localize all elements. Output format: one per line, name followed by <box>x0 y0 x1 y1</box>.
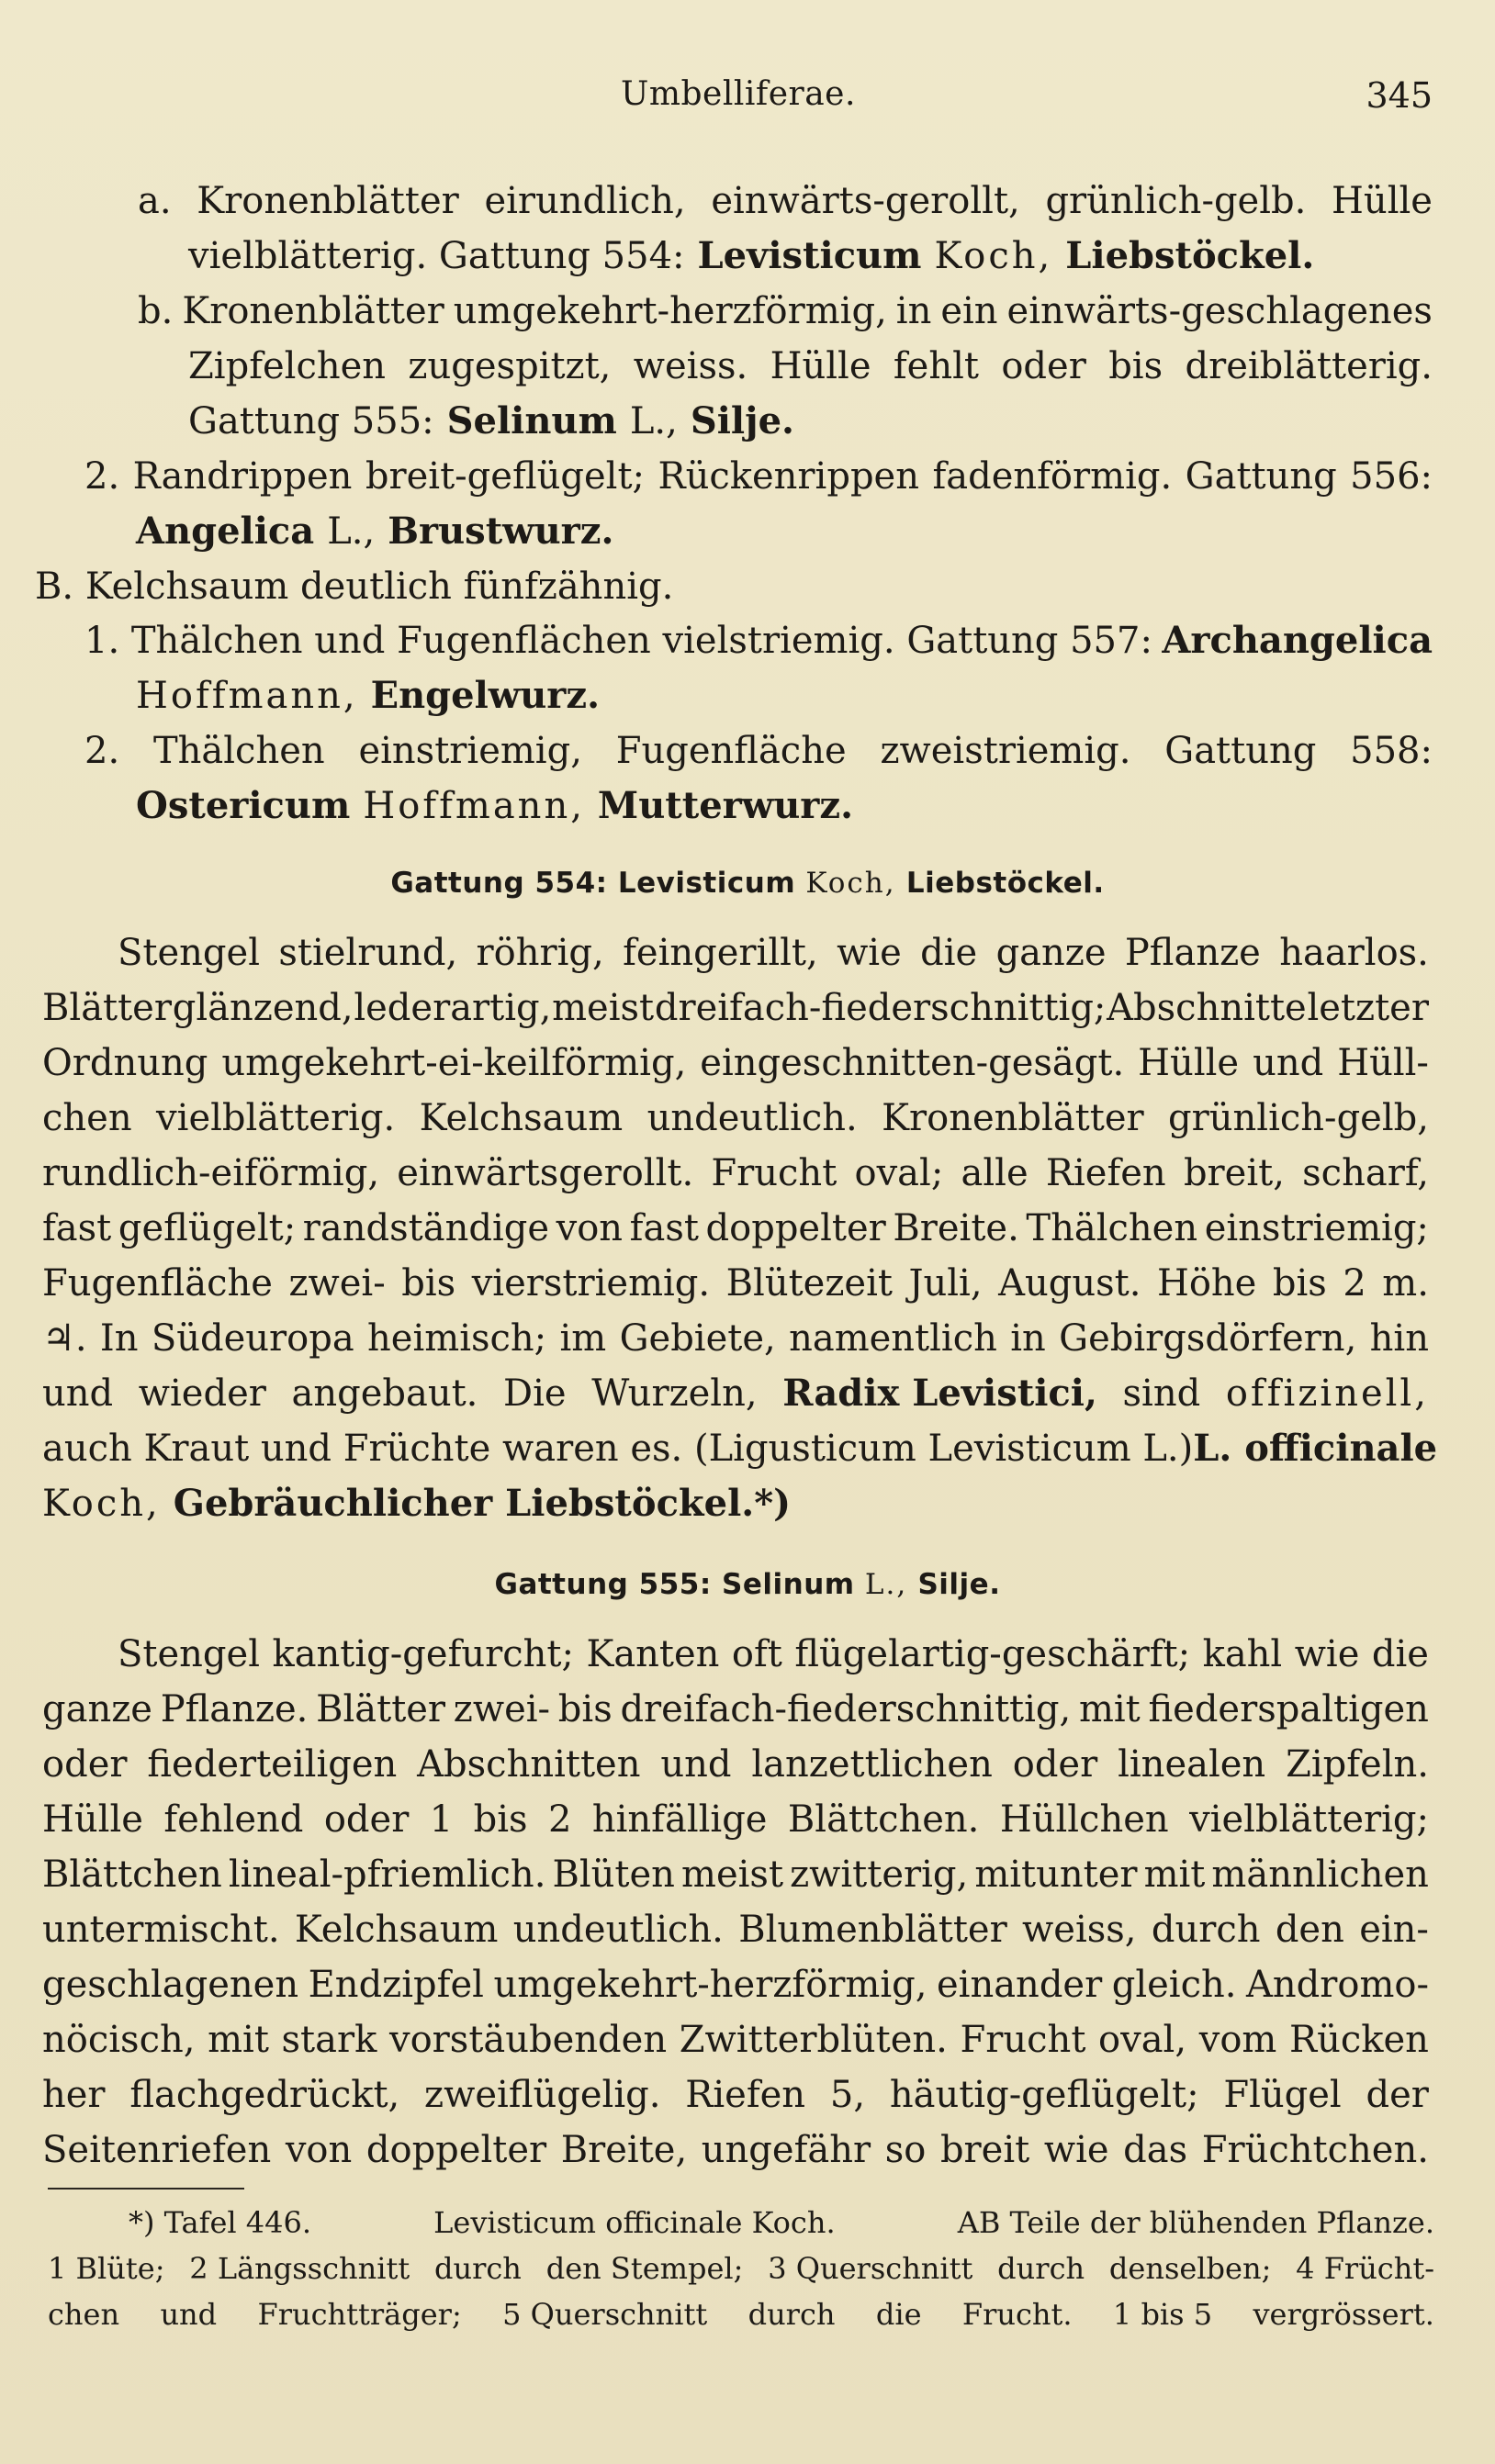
text-line <box>42 1682 1429 1737</box>
common-name: Silje. <box>690 399 794 442</box>
text-line <box>42 1036 1429 1091</box>
word: stielrund, <box>278 932 458 974</box>
word: scharf, <box>1302 1152 1429 1194</box>
word: zweiflügelig. <box>424 2074 661 2116</box>
footnote-rule <box>48 2188 244 2190</box>
word: und <box>1253 1042 1324 1084</box>
word: meist <box>552 987 655 1029</box>
word: Frucht. <box>961 2297 1073 2332</box>
key-b-line-1: b. Kronenblätter umgekehrt-herzförmig, in ein einwärts-geschlagenes <box>138 290 1433 332</box>
text-line <box>42 1627 1429 1682</box>
genus-name: Selinum <box>446 399 617 442</box>
word: lanzettlichen <box>751 1743 993 1786</box>
word: breit <box>939 2129 1030 2171</box>
word: alle <box>961 1152 1029 1194</box>
text-line <box>42 1737 1429 1792</box>
word: oval, <box>1098 2019 1187 2061</box>
key-B2-line-1: 2. Thälchen einstriemig, Fugenfläche zweistriemig. Gattung 558: <box>84 730 1433 772</box>
word: mit <box>208 2019 269 2061</box>
word: chen <box>42 1097 132 1139</box>
text-line <box>42 980 1429 1036</box>
key-B-line: B. Kelchsaum deutlich fünfzähnig. <box>35 566 674 608</box>
section-554-line-11: Koch, Gebräuchlicher Liebstöckel.*) <box>42 1476 1429 1531</box>
word: mit <box>1143 1854 1206 1896</box>
word: durch <box>1151 1909 1261 1951</box>
word: feingerillt, <box>623 932 818 974</box>
word: flügelartig-geschärft; <box>794 1633 1191 1675</box>
text-line <box>42 1146 1429 1201</box>
word: vorstäubenden <box>388 2019 668 2061</box>
word: zwei- <box>453 1688 551 1730</box>
word: durch <box>748 2297 836 2332</box>
word: Abschnitte <box>1107 987 1307 1029</box>
word: untermischt. <box>42 1909 280 1951</box>
page-number: 345 <box>1366 75 1433 116</box>
word: Südeuropa <box>151 1317 354 1360</box>
section-554-body <box>42 925 1429 1366</box>
word: geflügelt; <box>118 1207 297 1249</box>
word: Blüten <box>552 1854 675 1896</box>
word: eingeschnitten-gesägt. <box>700 1042 1125 1084</box>
word: so <box>884 2129 927 2171</box>
text-line <box>48 2246 1434 2291</box>
text-line <box>42 1957 1429 2012</box>
word: wie <box>1294 1633 1360 1675</box>
word: kahl <box>1202 1633 1283 1675</box>
word: von <box>285 2129 353 2171</box>
text-line <box>42 1256 1429 1311</box>
word: dreifach-fiederschnittig, <box>620 1688 1072 1730</box>
word: heimisch; <box>367 1317 547 1360</box>
footnote <box>48 2200 1434 2337</box>
word: Fugenfläche <box>42 1262 273 1305</box>
word: Levisticum officinale Koch. <box>433 2205 836 2240</box>
word: bis <box>401 1262 456 1305</box>
word: Endzipfel <box>308 1964 484 2006</box>
word: 2 <box>547 1798 572 1841</box>
word: oder <box>1012 1743 1098 1786</box>
word: Riefen <box>685 2074 806 2116</box>
word: zwitterig, <box>790 1854 969 1896</box>
word: die <box>875 2297 922 2332</box>
word: das <box>1123 2129 1188 2171</box>
word: fast <box>42 1207 112 1249</box>
word: weiss, <box>1022 1909 1137 1951</box>
word: Juli, <box>908 1262 983 1305</box>
word: Kanten <box>586 1633 720 1675</box>
key-b-line-3: Gattung 555: Selinum L., Silje. <box>188 394 1433 449</box>
word: von <box>556 1207 624 1249</box>
word: Pflanze. <box>160 1688 309 1730</box>
word: kantig-gefurcht; <box>272 1633 574 1675</box>
word: undeutlich. <box>646 1097 858 1139</box>
section-heading-555: Gattung 555: Selinum L., Silje. <box>494 1568 1001 1601</box>
word: fiederteiligen <box>147 1743 398 1786</box>
word: glänzend, <box>172 987 354 1029</box>
word: in <box>1010 1317 1046 1360</box>
word: fast <box>629 1207 699 1249</box>
word: Riefen <box>1045 1152 1166 1194</box>
word: Seitenriefen <box>42 2129 272 2171</box>
word: fiederspaltigen <box>1148 1688 1429 1730</box>
word: rundlich-eiförmig, <box>42 1152 380 1194</box>
word: männlichen <box>1211 1854 1429 1896</box>
word: oder <box>323 1798 410 1841</box>
common-name: Mutterwurz. <box>597 784 853 827</box>
word: Breite. <box>893 1207 1019 1249</box>
common-name: Liebstöckel. <box>1065 234 1315 277</box>
word: breit, <box>1183 1152 1285 1194</box>
word: 5, <box>829 2074 866 2116</box>
word: Stengel <box>118 932 260 974</box>
text-line <box>42 1847 1429 1902</box>
word: die <box>920 932 978 974</box>
word: stark <box>281 2019 377 2061</box>
key-2-line-2: Angelica L., Brustwurz. <box>136 504 1431 559</box>
word: doppelter <box>705 1207 886 1249</box>
word: den <box>1275 1909 1344 1951</box>
word: Blumenblätter <box>738 1909 1007 1951</box>
word: 1 Blüte; <box>48 2251 165 2286</box>
word: Breite, <box>560 2129 688 2171</box>
word: In <box>99 1317 139 1360</box>
word: letzter <box>1307 987 1429 1029</box>
running-head <box>0 75 1495 130</box>
word: fehlend <box>163 1798 304 1841</box>
word: ungefähr <box>701 2129 871 2171</box>
word: der <box>1366 2074 1429 2116</box>
word: 2 Längsschnitt <box>189 2251 410 2286</box>
word: grünlich-gelb, <box>1168 1097 1429 1139</box>
word: durch <box>997 2251 1085 2286</box>
word: Hülle <box>1138 1042 1240 1084</box>
word: bis <box>557 1688 613 1730</box>
key-b-line-2: Zipfelchen zugespitzt, weiss. Hülle fehlt oder bis dreiblätterig. <box>188 345 1433 387</box>
word: oft <box>731 1633 782 1675</box>
key-B2-line-2: Ostericum Hoffmann, Mutterwurz. <box>136 778 1431 834</box>
word: mitunter <box>974 1854 1138 1896</box>
word: haarlos. <box>1279 932 1429 974</box>
text-line <box>42 2012 1429 2067</box>
section-heading-554: Gattung 554: Levisticum Koch, Liebstöckel. <box>390 867 1105 900</box>
text-line <box>42 1201 1429 1256</box>
word: röhrig, <box>476 932 604 974</box>
word: im <box>559 1317 607 1360</box>
text-line <box>42 1311 1429 1366</box>
word: Gebirgsdörfern, <box>1059 1317 1357 1360</box>
word: bis <box>1272 1262 1327 1305</box>
word: Ordnung <box>42 1042 208 1084</box>
word: mit <box>1078 1688 1141 1730</box>
word: Kelchsaum <box>294 1909 499 1951</box>
word: einwärtsgerollt. <box>397 1152 694 1194</box>
text-line <box>48 2291 1434 2337</box>
word: Hülle <box>42 1798 143 1841</box>
word: Frucht <box>960 2019 1086 2061</box>
word: einstriemig; <box>1204 1207 1429 1249</box>
genus-name: Angelica <box>136 510 315 553</box>
word: bis <box>473 1798 528 1841</box>
text-line <box>42 925 1429 980</box>
word: die <box>1371 1633 1429 1675</box>
word: nöcisch, <box>42 2019 196 2061</box>
word: wie <box>837 932 902 974</box>
word: ganze <box>42 1688 152 1730</box>
word: Hüllchen <box>999 1798 1169 1841</box>
word: Flügel <box>1223 2074 1342 2116</box>
key-2-line-1: 2. Randrippen breit-geflügelt; Rückenrippen fadenförmig. Gattung 556: <box>84 455 1433 498</box>
word: Pflanze <box>1124 932 1261 974</box>
word: hinfällige <box>591 1798 768 1841</box>
key-B1-line-2: Hoffmann, Engelwurz. <box>136 668 1431 723</box>
word: chen <box>48 2297 120 2332</box>
word: Blättchen <box>42 1854 222 1896</box>
word: linealen <box>1118 1743 1266 1786</box>
word: wie <box>1043 2129 1109 2171</box>
word: Höhe <box>1156 1262 1257 1305</box>
key-B1-line-1: 1. Thälchen und Fugenflächen vielstriemig. Gattung 557: Archangelica <box>84 613 1433 668</box>
section-555-body <box>42 1627 1429 2178</box>
word: umgekehrt-ei-keilförmig, <box>221 1042 687 1084</box>
word: umgekehrt-herzförmig, <box>493 1964 927 2006</box>
word: dreifach-fiederschnittig; <box>654 987 1107 1029</box>
word: zwei- <box>288 1262 386 1305</box>
word: Zipfeln. <box>1286 1743 1429 1786</box>
word: oder <box>42 1743 128 1786</box>
word: Gebiete, <box>619 1317 776 1360</box>
word: Blütezeit <box>725 1262 893 1305</box>
text-line <box>48 2200 1434 2246</box>
word: Blätter <box>316 1688 446 1730</box>
word: und <box>660 1743 732 1786</box>
word: Andromo- <box>1246 1964 1429 2006</box>
word: 5 Querschnitt <box>502 2297 708 2332</box>
genus-name: Levisticum <box>697 234 922 277</box>
word: ein- <box>1359 1909 1429 1951</box>
word: meist <box>681 1854 784 1896</box>
word: 1 bis 5 <box>1112 2297 1213 2332</box>
word: ♃. <box>42 1317 87 1360</box>
word: den Stempel; <box>545 2251 744 2286</box>
word: vergrössert. <box>1253 2297 1434 2332</box>
word: vom <box>1198 2019 1277 2061</box>
text-line <box>42 1902 1429 1957</box>
word: undeutlich. <box>512 1909 724 1951</box>
key-a-line-2: vielblätterig. Gattung 554: Levisticum Koch, Liebstöckel. <box>188 229 1433 284</box>
word: Blätter <box>42 987 172 1029</box>
word: vierstriemig. <box>471 1262 711 1305</box>
word: und <box>160 2297 218 2332</box>
text-line <box>42 1091 1429 1146</box>
genus-name: Archangelica <box>1162 619 1433 662</box>
word: Frucht <box>711 1152 837 1194</box>
word: her <box>42 2074 106 2116</box>
text-line <box>42 2122 1429 2178</box>
word: Stengel <box>118 1633 260 1675</box>
word: Blättchen. <box>787 1798 980 1841</box>
word: lederartig, <box>354 987 552 1029</box>
word: doppelter <box>365 2129 547 2171</box>
word: flachgedrückt, <box>129 2074 400 2116</box>
word: August. <box>998 1262 1141 1305</box>
text-line <box>42 1792 1429 1847</box>
word: lineal-pfriemlich. <box>228 1854 546 1896</box>
word: 4 Frücht- <box>1296 2251 1434 2286</box>
word: *) Tafel 446. <box>129 2205 312 2240</box>
word: vielblätterig. <box>156 1097 396 1139</box>
word: Früchtchen. <box>1201 2129 1429 2171</box>
genus-name: Ostericum <box>136 784 351 827</box>
word: häutig-geflügelt; <box>889 2074 1199 2116</box>
word: randständige <box>302 1207 550 1249</box>
word: AB Teile der blühenden Pflanze. <box>957 2205 1434 2240</box>
word: durch <box>433 2251 522 2286</box>
word: Fruchtträger; <box>257 2297 462 2332</box>
word: einander <box>936 1964 1103 2006</box>
word: 2 <box>1343 1262 1366 1305</box>
word: 3 Querschnitt <box>768 2251 973 2286</box>
word: Hüll- <box>1337 1042 1429 1084</box>
word: denselben; <box>1108 2251 1272 2286</box>
word: Thälchen <box>1026 1207 1198 1249</box>
word: Abschnitten <box>417 1743 641 1786</box>
word: Kronenblätter <box>882 1097 1144 1139</box>
word: 1 <box>429 1798 454 1841</box>
word: vielblätterig; <box>1189 1798 1429 1841</box>
word: ganze <box>995 932 1107 974</box>
word: oval; <box>854 1152 944 1194</box>
word: gleich. <box>1111 1964 1237 2006</box>
drug-name: Radix Levistici, <box>782 1372 1097 1415</box>
text-line <box>42 2067 1429 2122</box>
section-554-line-10: auch Kraut und Früchte waren es. (Ligusticum Levisticum L.) L. officinale <box>42 1421 1429 1476</box>
key-a-line-1: a. Kronenblätter eirundlich, einwärts-gerollt, grünlich-gelb. Hülle <box>138 180 1433 222</box>
common-name: Engelwurz. <box>370 674 601 717</box>
word: m. <box>1382 1262 1429 1305</box>
word: geschlagenen <box>42 1964 299 2006</box>
common-name: Gebräuchlicher Liebstöckel.*) <box>173 1482 792 1525</box>
running-head-title: Umbelliferae. <box>621 75 856 113</box>
word: namentlich <box>789 1317 997 1360</box>
key-block-a <box>138 174 1433 229</box>
section-554-line-9: und wieder angebaut. Die Wurzeln, Radix Levistici, sind offizinell, <box>42 1366 1429 1421</box>
word: Kelchsaum <box>419 1097 624 1139</box>
species-name: L. officinale <box>1193 1427 1438 1470</box>
word: Rücken <box>1288 2019 1429 2061</box>
word: hin <box>1369 1317 1429 1360</box>
common-name: Brustwurz. <box>388 510 614 553</box>
word: Zwitterblüten. <box>679 2019 948 2061</box>
